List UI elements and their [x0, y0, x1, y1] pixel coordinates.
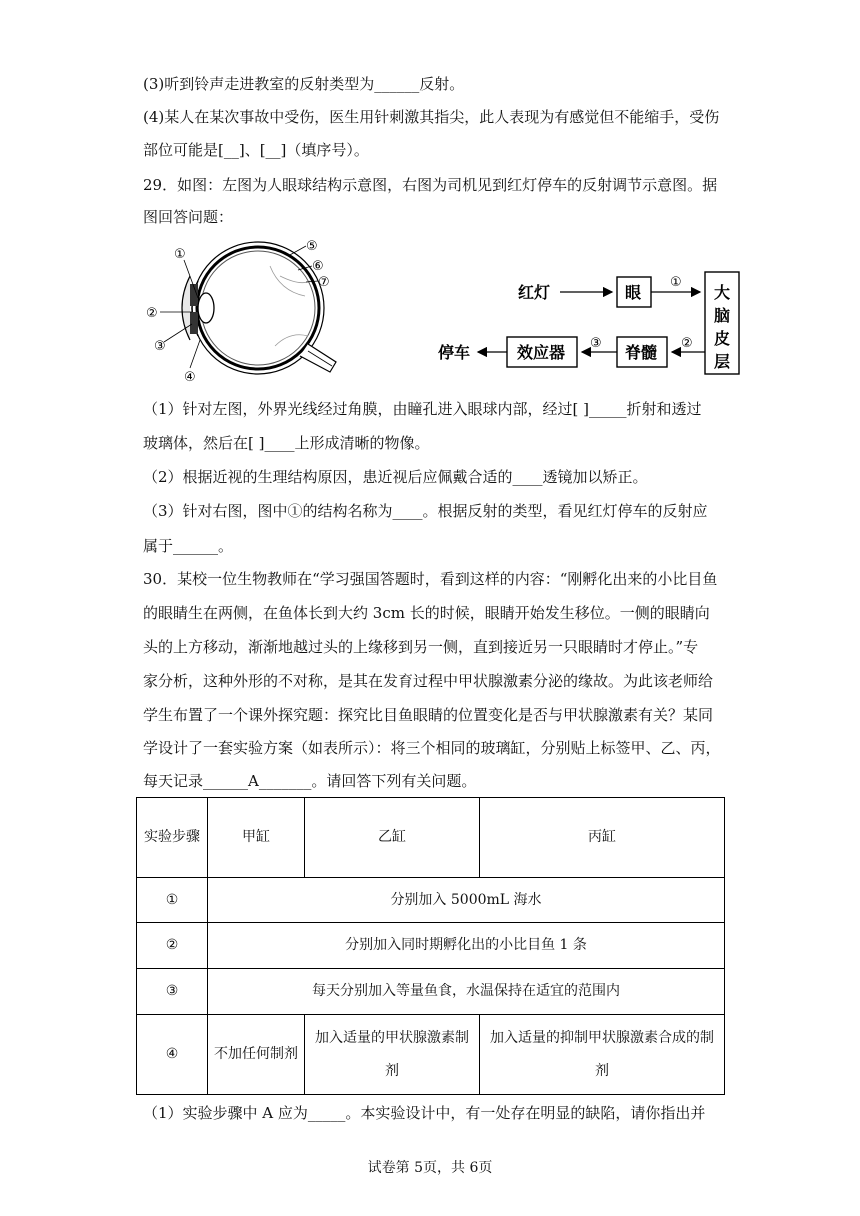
q28-part3: (3)听到铃声走进教室的反射类型为______反射。: [143, 75, 465, 93]
brain-char-2: 脑: [714, 306, 731, 325]
q29-part1-cont: 玻璃体，然后在[ ]____上形成清晰的物像。: [143, 434, 430, 452]
table-row-2-text: 分别加入同时期孵化出的小比目鱼 1 条: [208, 923, 725, 969]
arrow-label-1: ①: [670, 275, 682, 290]
table-row-4-jia: 不加任何制剂: [208, 1015, 305, 1095]
q30-stem-2: 的眼睛生在两侧，在鱼体长到大约 3cm 长的时候，眼睛开始发生移位。一侧的眼睛向: [143, 604, 710, 622]
q29-part3-cont: 属于______。: [143, 537, 234, 555]
table-header-row: [137, 798, 725, 878]
table-row-4-yi: 加入适量的甲状腺激素制剂: [305, 1015, 480, 1095]
table-row-3-text: 每天分别加入等量鱼食，水温保持在适宜的范围内: [208, 969, 725, 1015]
reflex-diagram: [438, 272, 739, 374]
eye-label-2: ②: [146, 306, 158, 321]
table-row: [137, 1015, 725, 1095]
eye-box-label: 眼: [625, 283, 642, 302]
table-row-4-bing: 加入适量的抑制甲状腺激素合成的制剂: [480, 1015, 725, 1095]
table-header-jia: 甲缸: [208, 798, 305, 878]
brain-char-4: 层: [714, 352, 731, 371]
q29-part3: （3）针对右图，图中①的结构名称为____。根据反射的类型，看见红灯停车的反射应: [143, 502, 708, 520]
q30-stem-5: 学生布置了一个课外探究题：探究比目鱼眼睛的位置变化是否与甲状腺激素有关？某同: [143, 706, 714, 724]
spinal-cord-label: 脊髓: [625, 343, 658, 362]
eye-label-1: ①: [174, 247, 186, 262]
table-header-bing: 丙缸: [480, 798, 725, 878]
table-step-4: ④: [137, 1015, 208, 1095]
q30-stem-7: 每天记录______A_______。请回答下列有关问题。: [143, 772, 477, 790]
eye-label-7: ⑦: [318, 275, 330, 290]
eyeball-diagram: [146, 239, 336, 385]
eye-label-5: ⑤: [306, 239, 318, 254]
q30-stem-1: 30．某校一位生物教师在“学习强国答题时，看到这样的内容：“刚孵化出来的小比目鱼: [143, 570, 718, 588]
eye-label-4: ④: [184, 370, 196, 385]
table-row: [137, 923, 725, 969]
q29-stem: 29．如图：左图为人眼球结构示意图，右图为司机见到红灯停车的反射调节示意图。据: [143, 176, 718, 194]
table-row: [137, 878, 725, 923]
q28-part4-cont: 部位可能是[__]、[__]（填序号）。: [143, 141, 369, 159]
q30-stem-4: 家分析，这种外形的不对称，是其在发育过程中甲状腺激素分泌的缘故。为此该老师给: [143, 672, 714, 690]
table-step-1: ①: [137, 878, 208, 923]
q30-stem-3: 头的上方移动，渐渐地越过头的上缘移到另一侧，直到接近另一只眼睛时才停止。”专: [143, 638, 699, 656]
brain-char-1: 大: [714, 283, 731, 302]
q29-stem-cont: 图回答问题：: [143, 208, 234, 226]
eye-label-3: ③: [154, 339, 166, 354]
stop-label: 停车: [438, 343, 471, 362]
table-header-yi: 乙缸: [305, 798, 480, 878]
q30-part1: （1）实验步骤中 A 应为_____。本实验设计中，有一处存在明显的缺陷，请你指出并: [143, 1104, 706, 1122]
q28-part4: (4)某人在某次事故中受伤，医生用针刺激其指尖，此人表现为有感觉但不能缩手，受伤: [143, 108, 720, 126]
q29-part1: （1）针对左图，外界光线经过角膜，由瞳孔进入眼球内部，经过[ ]_____折射和透过: [143, 400, 702, 418]
arrow-label-3: ③: [590, 336, 602, 351]
red-light-label: 红灯: [518, 283, 551, 302]
table-step-2: ②: [137, 923, 208, 969]
eye-and-reflex-figure: [140, 236, 740, 386]
page-footer: 试卷第 5页，共 6页: [367, 1160, 493, 1176]
q29-part2: （2）根据近视的生理结构原因，患近视后应佩戴合适的____透镜加以矫正。: [143, 468, 648, 486]
table-step-3: ③: [137, 969, 208, 1015]
table-row: [137, 969, 725, 1015]
table-header-step: 实验步骤: [137, 798, 208, 878]
arrow-label-2: ②: [681, 336, 693, 351]
experiment-table: [136, 797, 725, 1095]
eye-label-6: ⑥: [312, 259, 324, 274]
figure-area: [140, 236, 740, 386]
effector-label: 效应器: [517, 343, 566, 362]
q30-stem-6: 学设计了一套实验方案（如表所示）：将三个相同的玻璃缸，分别贴上标签甲、乙、丙，: [143, 739, 721, 757]
table-row-1-text: 分别加入 5000mL 海水: [208, 878, 725, 923]
brain-char-3: 皮: [714, 329, 731, 348]
